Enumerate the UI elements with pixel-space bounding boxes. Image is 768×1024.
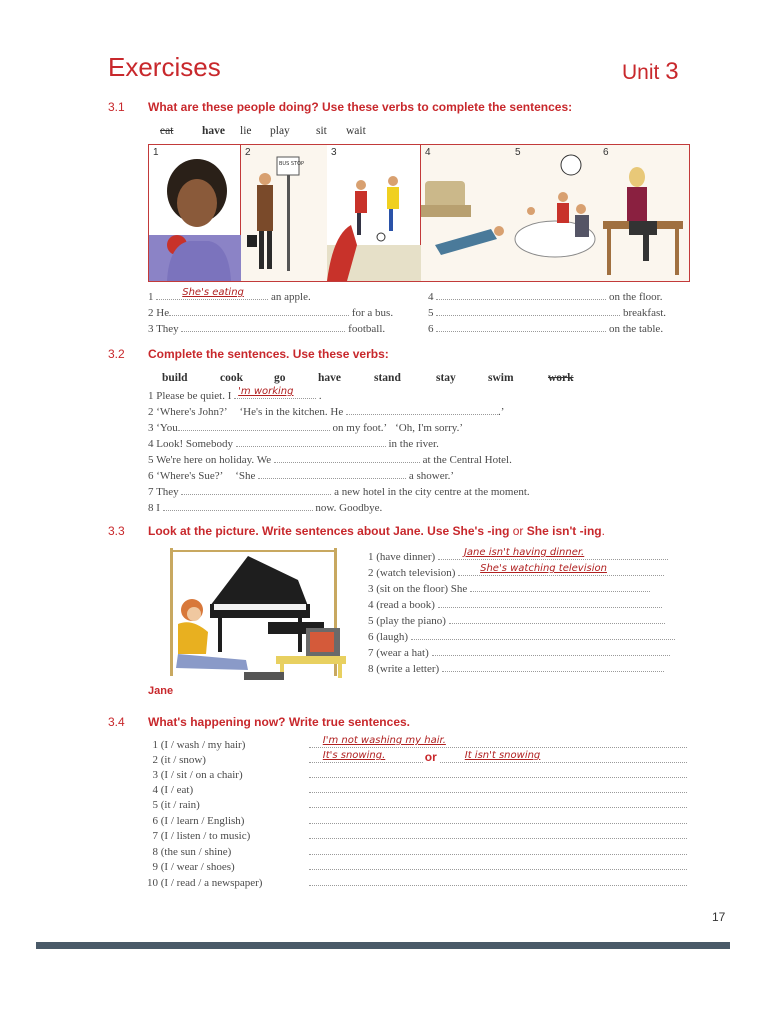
panel-5: 5 — [511, 145, 599, 281]
answer-blank[interactable] — [470, 582, 650, 592]
sentence-row: 2 He for a bus. — [148, 307, 394, 319]
handwritten-answer: Jane isn't having dinner. — [463, 547, 585, 558]
answer-blank[interactable] — [258, 469, 406, 479]
or-label: or — [424, 750, 437, 764]
answer-blank[interactable] — [309, 860, 687, 870]
sentence-row: 4 (read a book) — [368, 598, 662, 611]
panel-1: 1 — [149, 145, 241, 281]
handwritten-answer: She's eating — [182, 287, 244, 298]
answer-blank[interactable] — [438, 598, 662, 608]
exercise-instruction: Look at the picture. Write sentences about Jane. Use She's -ing or She isn't -ing. — [148, 524, 605, 538]
exercise-number: 3.4 — [108, 715, 125, 729]
page-title: Exercises — [108, 52, 221, 82]
exercise-instruction: What are these people doing? Use these verbs to complete the sentences: — [148, 100, 573, 114]
answer-blank[interactable] — [178, 421, 330, 431]
sentence-row: 8 (the sun / shine) — [144, 845, 687, 858]
verb-list — [160, 121, 366, 139]
svg-text:BUS STOP: BUS STOP — [279, 161, 305, 167]
answer-blank[interactable] — [181, 322, 345, 332]
handwritten-answer: It isn't snowing — [464, 750, 541, 761]
answer-blank[interactable] — [163, 501, 313, 511]
sentence-row: 7 (wear a hat) — [368, 646, 670, 659]
exercise-number: 3.3 — [108, 524, 125, 538]
sentence-row: 5 breakfast. — [428, 307, 667, 319]
jane-illustration — [148, 546, 358, 688]
sentence-row: 6 on the table. — [428, 323, 664, 335]
sentence-row: 6 (I / learn / English) — [144, 814, 687, 827]
woman-sitting-on-table-illustration — [599, 145, 689, 281]
panel-3: 3 — [327, 145, 421, 281]
verb-item: eat — [160, 125, 174, 137]
sentence-row: 4 on the floor. — [428, 291, 663, 303]
sentence-row: 8 I now. Goodbye. — [148, 502, 383, 514]
sentence-row: 3 (sit on the floor) She — [368, 582, 650, 595]
answer-blank[interactable] — [449, 614, 665, 624]
sentence-row: 10 (I / read / a newspaper) — [144, 876, 687, 889]
answer-blank[interactable] — [346, 405, 498, 415]
answer-blank[interactable] — [309, 783, 687, 793]
sentence-row: 2 ‘Where's John?’ ‘He's in the kitchen. He .’ — [148, 406, 505, 418]
verb-item: go — [274, 372, 286, 384]
children-playing-football-illustration — [327, 145, 421, 281]
answer-blank[interactable] — [236, 437, 386, 447]
sentence-row: 5 We're here on holiday. We at the Central Hotel. — [148, 454, 512, 466]
sentence-row: 3 ‘You on my foot.’ ‘Oh, I'm sorry.’ — [148, 422, 464, 434]
sentence-row: 5 (play the piano) — [368, 614, 665, 627]
answer-blank[interactable] — [436, 290, 606, 300]
answer-blank[interactable] — [274, 453, 420, 463]
answer-blank[interactable] — [309, 814, 687, 824]
panel-2: 2 BUS STOP — [241, 145, 327, 281]
answer-blank[interactable] — [436, 322, 606, 332]
sentence-row: 8 (write a letter) — [368, 662, 664, 675]
exercise-number: 3.1 — [108, 100, 125, 114]
sentence-row: 7 (I / listen / to music) — [144, 829, 687, 842]
woman-eating-apple-illustration — [149, 145, 241, 281]
sentence-row: 4 Look! Somebody in the river. — [148, 438, 439, 450]
verb-item: work — [548, 372, 574, 384]
panel-4: 4 — [421, 145, 511, 281]
answer-blank[interactable] — [309, 845, 687, 855]
sentence-row: 1 (I / wash / my hair) I'm not washing my hair. — [144, 738, 687, 751]
panel-6: 6 — [599, 145, 689, 281]
answer-blank[interactable] — [442, 662, 664, 672]
verb-item: wait — [346, 125, 366, 137]
sentence-row: 2 (it / snow) It's snowing. or It isn't snowing — [144, 753, 687, 766]
verb-item: lie — [240, 125, 252, 137]
man-waiting-bus-illustration — [241, 145, 327, 281]
answer-blank[interactable] — [309, 876, 687, 886]
verb-item: build — [162, 372, 188, 384]
unit-label: Unit 3 — [622, 58, 679, 85]
handwritten-answer: 'm working — [238, 386, 294, 397]
sentence-row: 6 ‘Where's Sue?’ ‘She a shower.’ — [148, 470, 455, 482]
verb-item: stay — [436, 372, 456, 384]
answer-blank[interactable] — [309, 829, 687, 839]
jane-watching-tv-drawing — [148, 546, 358, 688]
exercise-number: 3.2 — [108, 347, 125, 361]
sentence-row: 5 (it / rain) — [144, 798, 687, 811]
answer-blank[interactable] — [309, 768, 687, 778]
picture-strip — [148, 144, 690, 282]
sentence-row: 7 They a new hotel in the city centre at the moment. — [148, 486, 530, 498]
footer-bar — [36, 942, 730, 949]
verb-item: cook — [220, 372, 243, 384]
page-number: 17 — [712, 910, 726, 924]
answer-blank[interactable] — [181, 485, 331, 495]
verb-item: play — [270, 125, 290, 137]
handwritten-answer: She's watching television — [480, 563, 607, 574]
exercise-instruction: Complete the sentences. Use these verbs: — [148, 347, 389, 361]
family-having-breakfast-illustration — [511, 145, 599, 281]
verb-list — [162, 368, 574, 386]
answer-blank[interactable] — [411, 630, 675, 640]
sentence-row: 3 They football. — [148, 323, 386, 335]
answer-blank[interactable] — [436, 306, 620, 316]
sentence-row: 6 (laugh) — [368, 630, 675, 643]
sentence-row: 1 (have dinner) Jane isn't having dinner. — [368, 550, 668, 563]
verb-item: have — [318, 372, 341, 384]
answer-blank[interactable] — [169, 306, 349, 316]
answer-blank[interactable] — [309, 798, 687, 808]
handwritten-answer: I'm not washing my hair. — [322, 735, 446, 746]
verb-item: have — [202, 125, 225, 137]
sentence-row: 1 She's eating an apple. — [148, 287, 311, 303]
verb-item: stand — [374, 372, 401, 384]
illustration-caption: Jane — [148, 685, 174, 697]
verb-item: swim — [488, 372, 514, 384]
sentence-row: 4 (I / eat) — [144, 783, 687, 796]
man-lying-on-floor-illustration — [421, 145, 511, 281]
sentence-row: 3 (I / sit / on a chair) — [144, 768, 687, 781]
handwritten-answer: It's snowing. — [322, 750, 386, 761]
sentence-row: 9 (I / wear / shoes) — [144, 860, 687, 873]
sentence-row: 1 Please be quiet. I 'm working . — [148, 386, 322, 402]
exercise-instruction: What's happening now? Write true sentences. — [148, 715, 410, 729]
verb-item: sit — [316, 125, 327, 137]
sentence-row: 2 (watch television) She's watching television — [368, 566, 664, 579]
answer-blank[interactable] — [432, 646, 670, 656]
